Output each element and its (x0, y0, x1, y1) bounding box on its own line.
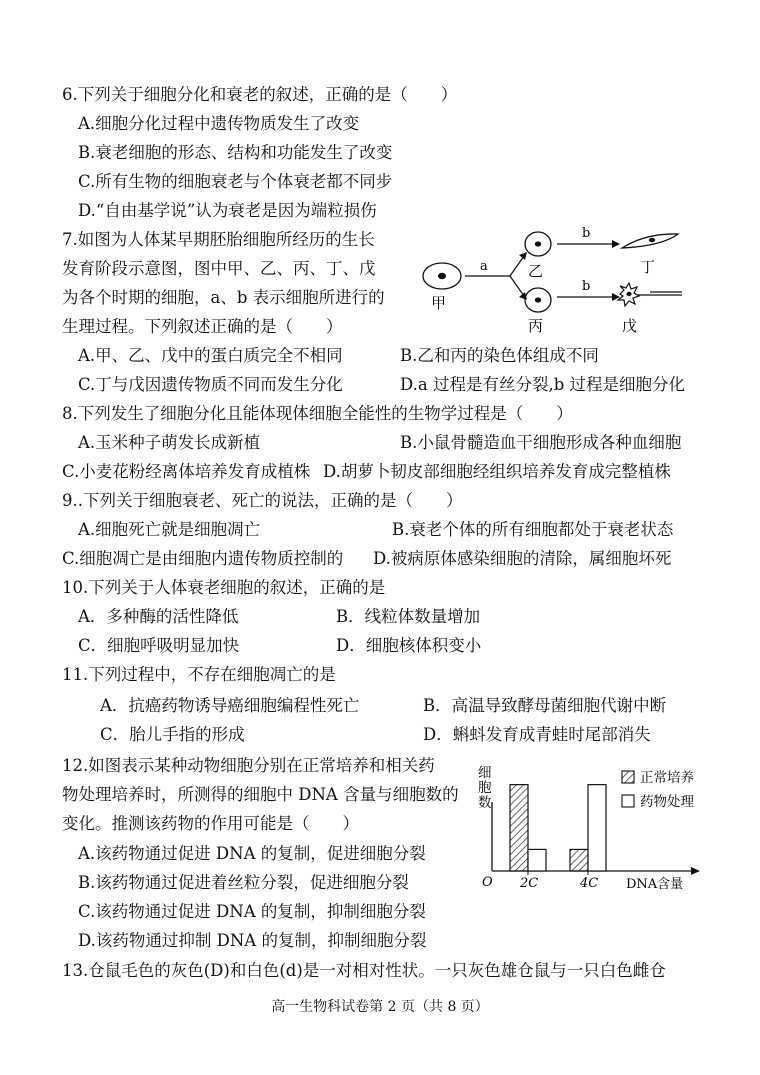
legend-swatch-drug (622, 795, 634, 807)
q12-stem-line2: 物处理培养时，所测得的细胞中 DNA 含量与细胞数的 (62, 785, 459, 804)
arrow-label-b-bottom: b (582, 279, 591, 294)
q10-option-c: C．细胞呼吸明显加快 (78, 636, 240, 655)
q9-option-c: C.细胞凋亡是由细胞内遗传物质控制的 (62, 549, 344, 568)
q7-stem-line4: 生理过程。下列叙述正确的是（ ） (62, 317, 343, 336)
q11-stem: 11.下列过程中，不存在细胞凋亡的是 (62, 665, 336, 684)
q12-option-a: A.该药物通过促进 DNA 的复制，促进细胞分裂 (78, 844, 426, 863)
arrow-label-b-top: b (582, 226, 591, 241)
q10-option-b: B．线粒体数量增加 (336, 607, 481, 626)
bar-2C-normal (510, 785, 528, 871)
dna-content-chart (470, 760, 710, 895)
x-tick-label-4C: 4C (580, 876, 599, 891)
q7-stem-line1: 7.如图为人体某早期胚胎细胞所经历的生长 (62, 230, 375, 249)
q10-stem: 10.下列关于人体衰老细胞的叙述，正确的是 (62, 578, 386, 597)
q7-stem-line2: 发育阶段示意图，图中甲、乙、丙、丁、戊 (62, 259, 376, 278)
q6-option-a: A.细胞分化过程中遗传物质发生了改变 (78, 114, 360, 133)
legend-swatch-normal (622, 771, 634, 783)
legend-label-normal: 正常培养 (640, 770, 694, 786)
q13-stem: 13.仓鼠毛色的灰色(D)和白色(d)是一对相对性状。一只灰色雄仓鼠与一只白色雌仓 (62, 961, 666, 980)
cell-development-diagram (410, 222, 700, 342)
q12-stem-line1: 12.如图表示某种动物细胞分别在正常培养和相关药 (62, 756, 435, 775)
q12-option-b: B.该药物通过促进着丝粒分裂，促进细胞分裂 (78, 873, 409, 892)
bar-4C-drug (588, 785, 606, 871)
q9-option-a: A.细胞死亡就是细胞凋亡 (78, 520, 261, 539)
q6-option-c: C.所有生物的细胞衰老与个体衰老都不同步 (78, 172, 393, 191)
q8-stem: 8.下列发生了细胞分化且能体现体细胞全能性的生物学过程是（ ） (62, 404, 573, 423)
label-wu: 戊 (622, 317, 638, 335)
y-axis-label: 细胞数 (478, 765, 492, 811)
q12-option-c: C.该药物通过促进 DNA 的复制，抑制细胞分裂 (78, 902, 426, 921)
q7-option-d: D.a 过程是有丝分裂,b 过程是细胞分化 (400, 375, 686, 394)
q9-option-d: D.被病原体感染细胞的清除，属细胞坏死 (373, 549, 672, 568)
legend-label-drug: 药物处理 (640, 794, 694, 810)
q8-option-d: D.胡萝卜韧皮部细胞经组织培养发育成完整植株 (323, 462, 671, 481)
label-yi: 乙 (528, 262, 544, 280)
q6-stem: 6.下列关于细胞分化和衰老的叙述，正确的是（ ） (62, 85, 458, 104)
q8-option-b: B.小鼠骨髓造血干细胞形成各种血细胞 (400, 433, 682, 452)
q7-stem-line3: 为各个时期的细胞，a、b 表示细胞所进行的 (62, 288, 385, 307)
q7-option-b: B.乙和丙的染色体组成不同 (400, 346, 599, 365)
label-bing: 丙 (528, 317, 544, 335)
q6-option-d: D.“自由基学说”认为衰老是因为端粒损伤 (78, 201, 377, 220)
q6-option-b: B.衰老细胞的形态、结构和功能发生了改变 (78, 143, 393, 162)
q12-option-d: D.该药物通过抑制 DNA 的复制，抑制细胞分裂 (78, 931, 427, 950)
q9-option-b: B.衰老个体的所有细胞都处于衰老状态 (392, 520, 674, 539)
x-tick-label-2C: 2C (520, 876, 539, 891)
q11-option-d: D．蝌蚪发育成青蛙时尾部消失 (423, 725, 651, 744)
bar-4C-normal (570, 849, 588, 871)
q11-option-a: A．抗癌药物诱导癌细胞编程性死亡 (100, 696, 360, 715)
q8-option-c: C.小麦花粉经离体培养发育成植株 (62, 462, 311, 481)
q12-stem-line3: 变化。推测该药物的作用可能是（ ） (62, 814, 359, 833)
label-jia: 甲 (431, 294, 447, 312)
q8-option-a: A.玉米种子萌发长成新植 (78, 433, 261, 452)
page-footer: 高一生物科试卷第 2 页（共 8 页） (271, 999, 489, 1015)
q7-option-c: C.丁与戊因遗传物质不同而发生分化 (78, 375, 343, 394)
q10-option-a: A．多种酶的活性降低 (78, 607, 239, 626)
label-ding: 丁 (640, 258, 656, 276)
arrow-label-a: a (480, 259, 488, 274)
q9-stem: 9..下列关于细胞衰老、死亡的说法，正确的是（ ） (62, 491, 463, 510)
x-axis-label: DNA含量 (626, 877, 684, 892)
q7-option-a: A.甲、乙、戊中的蛋白质完全不相同 (78, 346, 343, 365)
bar-2C-drug (528, 849, 546, 871)
q10-option-d: D．细胞核体积变小 (336, 636, 482, 655)
q11-option-b: B．高温导致酵母菌细胞代谢中断 (423, 696, 667, 715)
origin-label: O (482, 875, 493, 890)
q11-option-c: C．胎儿手指的形成 (100, 725, 245, 744)
